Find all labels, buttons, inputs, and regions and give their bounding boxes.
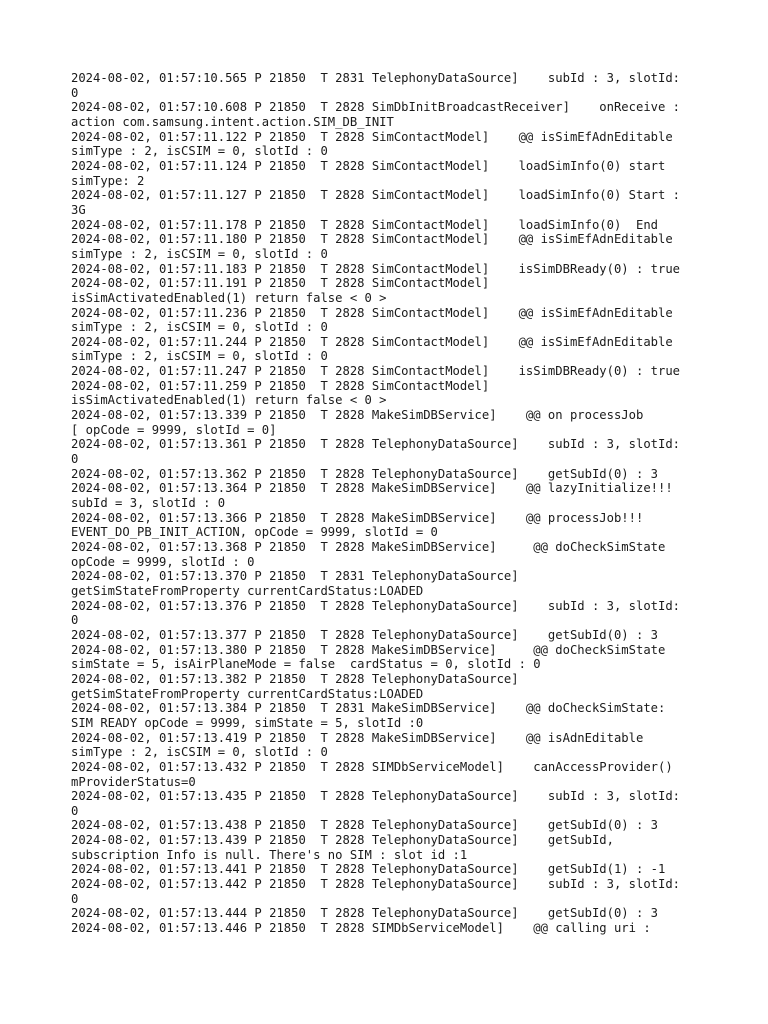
log-line: simState = 5, isAirPlaneMode = false cardStatus = 0, slotId : 0	[71, 657, 541, 672]
log-line: SIM READY opCode = 9999, simState = 5, slotId :0	[71, 715, 424, 730]
log-line: 2024-08-02, 01:57:13.384 P 21850 T 2831 MakeSimDBService] @@ doCheckSimState:	[71, 701, 666, 716]
log-line: 2024-08-02, 01:57:11.178 P 21850 T 2828 SimContactModel] loadSimInfo(0) End	[71, 217, 658, 232]
log-line: 2024-08-02, 01:57:13.444 P 21850 T 2828 TelephonyDataSource] getSubId(0) : 3	[71, 906, 658, 921]
log-line: 2024-08-02, 01:57:11.122 P 21850 T 2828 SimContactModel] @@ isSimEfAdnEditable	[71, 129, 673, 144]
log-line: 2024-08-02, 01:57:11.183 P 21850 T 2828 SimContactModel] isSimDBReady(0) : true	[71, 261, 681, 276]
log-line: 2024-08-02, 01:57:11.247 P 21850 T 2828 SimContactModel] isSimDBReady(0) : true	[71, 364, 681, 379]
log-line: subscription Info is null. There's no SIM : slot id :1	[71, 847, 468, 862]
log-line: EVENT_DO_PB_INIT_ACTION, opCode = 9999, slotId = 0	[71, 525, 438, 540]
log-line: 3G	[71, 202, 86, 217]
log-line: 2024-08-02, 01:57:13.364 P 21850 T 2828 MakeSimDBService] @@ lazyInitialize!!!	[71, 481, 673, 496]
log-line: 2024-08-02, 01:57:13.446 P 21850 T 2828 SIMDbServiceModel] @@ calling uri :	[71, 921, 651, 936]
log-line: 2024-08-02, 01:57:10.608 P 21850 T 2828 SimDbInitBroadcastReceiver] onReceive :	[71, 100, 681, 115]
log-line: 0	[71, 85, 79, 100]
log-line: 2024-08-02, 01:57:13.380 P 21850 T 2828 MakeSimDBService] @@ doCheckSimState	[71, 642, 666, 657]
log-line: 2024-08-02, 01:57:13.368 P 21850 T 2828 MakeSimDBService] @@ doCheckSimState	[71, 540, 666, 554]
log-line: 2024-08-02, 01:57:13.442 P 21850 T 2828 TelephonyDataSource] subId : 3, slotId:	[71, 877, 681, 892]
log-line: 2024-08-02, 01:57:13.439 P 21850 T 2828 TelephonyDataSource] getSubId,	[71, 833, 614, 848]
log-line: getSimStateFromProperty currentCardStatus:LOADED	[71, 686, 424, 701]
log-line: opCode = 9999, slotId : 0	[71, 554, 255, 569]
log-line: 0	[71, 803, 79, 818]
log-line: 2024-08-02, 01:57:11.124 P 21850 T 2828 SimContactModel] loadSimInfo(0) start	[71, 158, 666, 173]
log-line: 0	[71, 891, 79, 906]
log-line: 2024-08-02, 01:57:11.259 P 21850 T 2828 SimContactModel]	[71, 378, 490, 393]
log-line: 2024-08-02, 01:57:13.377 P 21850 T 2828 TelephonyDataSource] getSubId(0) : 3	[71, 627, 658, 642]
log-line: 2024-08-02, 01:57:13.419 P 21850 T 2828 MakeSimDBService] @@ isAdnEditable	[71, 730, 644, 745]
log-line: simType: 2	[71, 173, 145, 188]
log-line: 2024-08-02, 01:57:13.339 P 21850 T 2828 MakeSimDBService] @@ on processJob	[71, 408, 644, 423]
log-line: simType : 2, isCSIM = 0, slotId : 0	[71, 349, 328, 364]
log-line: 2024-08-02, 01:57:10.565 P 21850 T 2831 TelephonyDataSource] subId : 3, slotId:	[71, 71, 681, 85]
log-line: simType : 2, isCSIM = 0, slotId : 0	[71, 320, 328, 335]
log-line: 2024-08-02, 01:57:13.438 P 21850 T 2828 TelephonyDataSource] getSubId(0) : 3	[71, 818, 658, 833]
log-document	[71, 71, 711, 936]
log-line: 2024-08-02, 01:57:11.191 P 21850 T 2828 SimContactModel]	[71, 276, 490, 291]
log-line: 2024-08-02, 01:57:13.370 P 21850 T 2831 TelephonyDataSource]	[71, 569, 519, 584]
log-line: 2024-08-02, 01:57:13.382 P 21850 T 2828 TelephonyDataSource]	[71, 671, 519, 686]
log-line: 2024-08-02, 01:57:13.376 P 21850 T 2828 TelephonyDataSource] subId : 3, slotId:	[71, 598, 681, 613]
log-line: 2024-08-02, 01:57:11.180 P 21850 T 2828 SimContactModel] @@ isSimEfAdnEditable	[71, 232, 673, 247]
log-line: 2024-08-02, 01:57:13.441 P 21850 T 2828 TelephonyDataSource] getSubId(1) : -1	[71, 862, 666, 877]
log-line: [ opCode = 9999, slotId = 0]	[71, 422, 277, 437]
log-line: mProviderStatus=0	[71, 774, 196, 789]
log-line: simType : 2, isCSIM = 0, slotId : 0	[71, 246, 328, 261]
log-line: 2024-08-02, 01:57:13.366 P 21850 T 2828 MakeSimDBService] @@ processJob!!!	[71, 510, 644, 525]
log-line: 2024-08-02, 01:57:11.127 P 21850 T 2828 SimContactModel] loadSimInfo(0) Start :	[71, 188, 681, 203]
log-line: getSimStateFromProperty currentCardStatus:LOADED	[71, 583, 424, 598]
log-line: 2024-08-02, 01:57:11.244 P 21850 T 2828 SimContactModel] @@ isSimEfAdnEditable	[71, 334, 673, 349]
log-line: 2024-08-02, 01:57:13.432 P 21850 T 2828 SIMDbServiceModel] canAccessProvider()	[71, 759, 673, 774]
log-line: 0	[71, 452, 79, 467]
log-line: isSimActivatedEnabled(1) return false < 0 >	[71, 290, 387, 305]
log-line: action com.samsung.intent.action.SIM_DB_INIT	[71, 114, 394, 129]
log-line: simType : 2, isCSIM = 0, slotId : 0	[71, 745, 328, 760]
log-line: 2024-08-02, 01:57:11.236 P 21850 T 2828 SimContactModel] @@ isSimEfAdnEditable	[71, 305, 673, 320]
log-line: subId = 3, slotId : 0	[71, 496, 226, 511]
log-line: 0	[71, 613, 79, 628]
log-line: 2024-08-02, 01:57:13.361 P 21850 T 2828 TelephonyDataSource] subId : 3, slotId:	[71, 437, 681, 452]
log-line: isSimActivatedEnabled(1) return false < 0 >	[71, 393, 387, 408]
log-line: 2024-08-02, 01:57:13.435 P 21850 T 2828 TelephonyDataSource] subId : 3, slotId:	[71, 789, 681, 804]
log-line: 2024-08-02, 01:57:13.362 P 21850 T 2828 TelephonyDataSource] getSubId(0) : 3	[71, 466, 658, 481]
log-line: simType : 2, isCSIM = 0, slotId : 0	[71, 144, 328, 159]
